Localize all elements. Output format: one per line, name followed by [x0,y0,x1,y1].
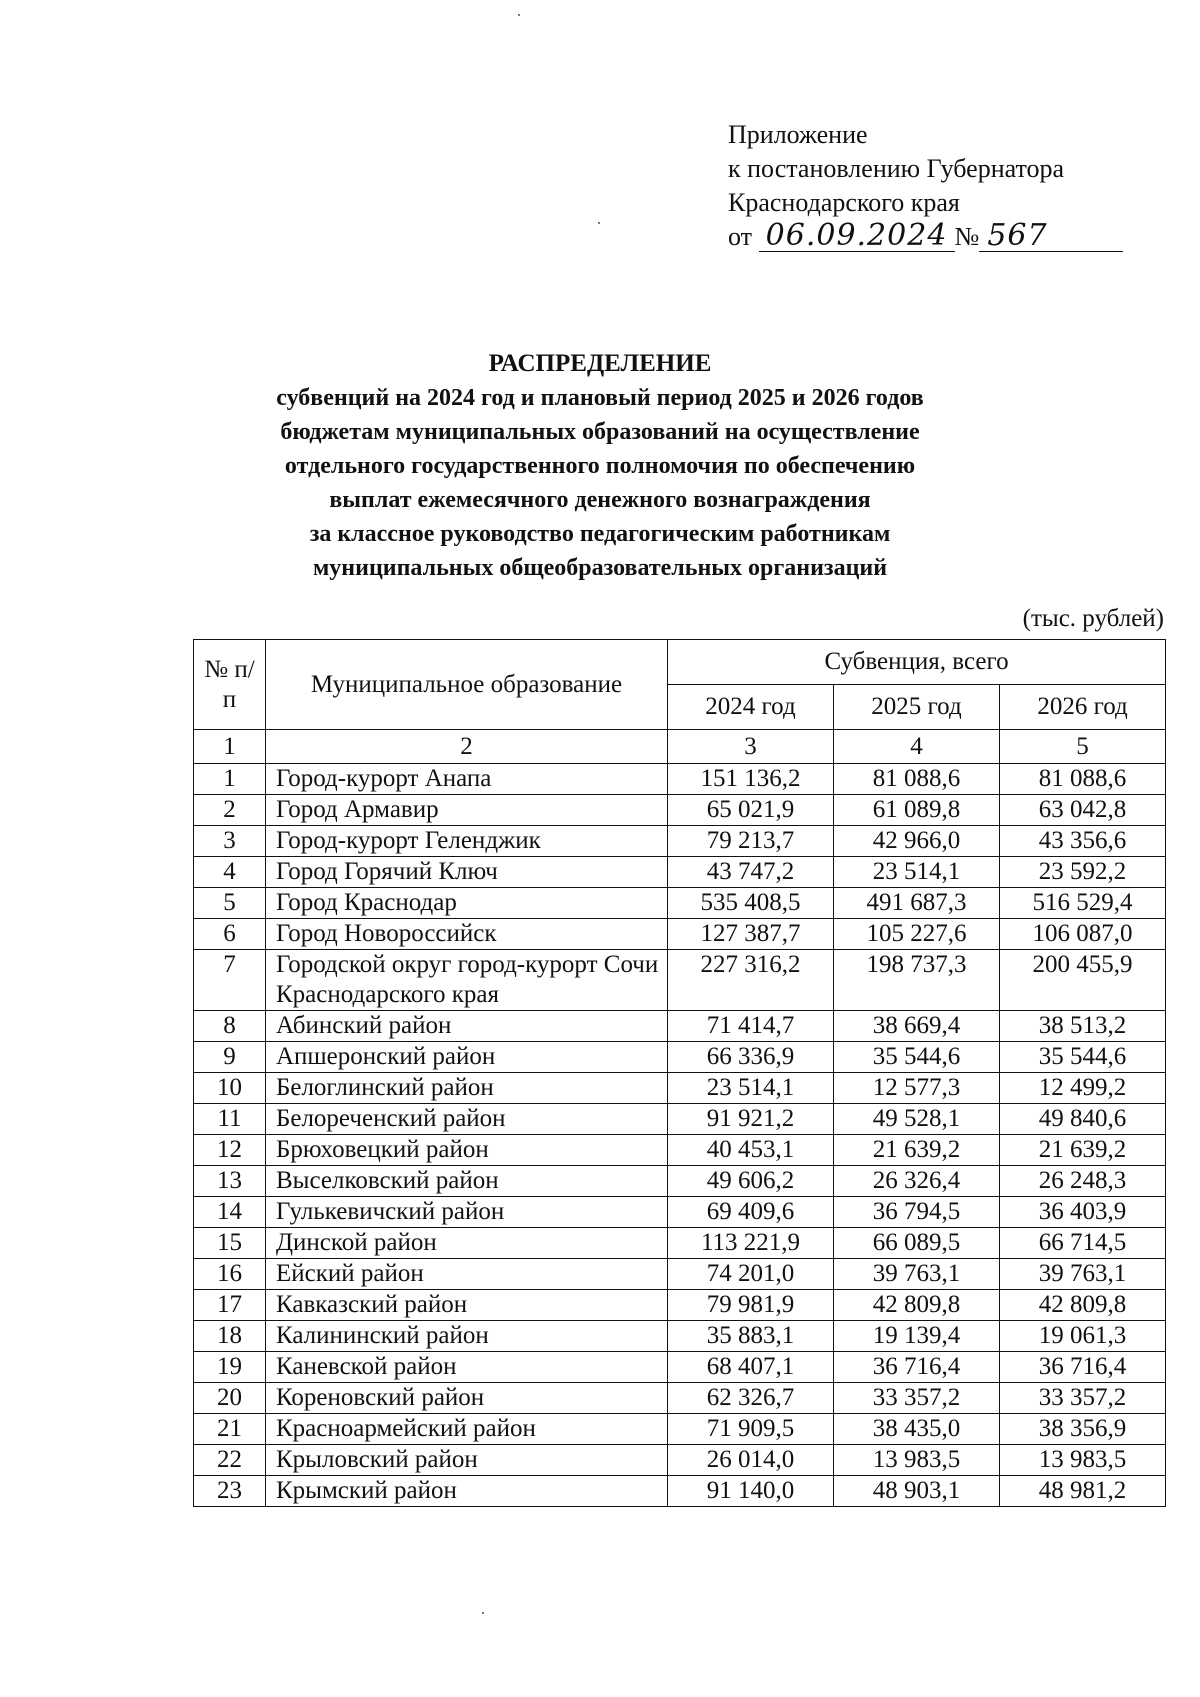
value-2025: 49 528,1 [834,1104,1000,1135]
row-number: 9 [194,1042,266,1073]
value-2026: 106 087,0 [1000,919,1166,950]
value-2026: 38 356,9 [1000,1414,1166,1445]
municipality-name: Крымский район [266,1476,668,1507]
municipality-name: Город-курорт Геленджик [266,826,668,857]
municipality-name: Динской район [266,1228,668,1259]
municipality-name: Ейский район [266,1259,668,1290]
municipality-name: Городской округ город-курорт Сочи Краснодарского края [266,950,668,1011]
value-2024: 49 606,2 [668,1166,834,1197]
title-line: бюджетам муниципальных образований на осуществление [280,419,920,445]
value-2025: 39 763,1 [834,1259,1000,1290]
value-2024: 74 201,0 [668,1259,834,1290]
value-2025: 42 809,8 [834,1290,1000,1321]
header-num: № п/п [194,640,266,730]
row-number: 23 [194,1476,266,1507]
row-number: 16 [194,1259,266,1290]
table-row [194,1197,1166,1228]
value-2026: 19 061,3 [1000,1321,1166,1352]
table-row [194,826,1166,857]
municipality-name: Город Горячий Ключ [266,857,668,888]
value-2025: 81 088,6 [834,764,1000,795]
value-2025: 12 577,3 [834,1073,1000,1104]
column-index: 3 [668,730,834,764]
row-number: 11 [194,1104,266,1135]
row-number: 3 [194,826,266,857]
unit-label: (тыс. рублей) [1022,605,1164,632]
value-2024: 40 453,1 [668,1135,834,1166]
value-2024: 66 336,9 [668,1042,834,1073]
value-2026: 23 592,2 [1000,857,1166,888]
table-row [194,764,1166,795]
value-2026: 36 716,4 [1000,1352,1166,1383]
municipality-name: Город Новороссийск [266,919,668,950]
table-row [194,1445,1166,1476]
row-number: 15 [194,1228,266,1259]
municipality-name: Белореченский район [266,1104,668,1135]
table-row [194,1228,1166,1259]
value-2026: 516 529,4 [1000,888,1166,919]
value-2026: 63 042,8 [1000,795,1166,826]
value-2026: 36 403,9 [1000,1197,1166,1228]
table-row [194,1290,1166,1321]
row-number: 8 [194,1011,266,1042]
value-2024: 91 921,2 [668,1104,834,1135]
value-2024: 71 909,5 [668,1414,834,1445]
value-2026: 48 981,2 [1000,1476,1166,1507]
row-number: 10 [194,1073,266,1104]
row-number: 6 [194,919,266,950]
value-2024: 127 387,7 [668,919,834,950]
appendix-line-2: к постановлению Губернатора [728,154,1065,183]
value-2024: 23 514,1 [668,1073,834,1104]
row-number: 1 [194,764,266,795]
table-row [194,1414,1166,1445]
municipality-name: Гулькевичский район [266,1197,668,1228]
value-2025: 36 794,5 [834,1197,1000,1228]
row-number: 7 [194,950,266,1011]
table-row [194,857,1166,888]
value-2024: 71 414,7 [668,1011,834,1042]
value-2025: 491 687,3 [834,888,1000,919]
handwritten-date: 06.09.2024 [759,221,955,252]
value-2025: 36 716,4 [834,1352,1000,1383]
table-row [194,1259,1166,1290]
table-row [194,1104,1166,1135]
value-2026: 21 639,2 [1000,1135,1166,1166]
table-row [194,950,1166,1011]
municipality-name: Белоглинский район [266,1073,668,1104]
table-row [194,1352,1166,1383]
municipality-name: Кореновский район [266,1383,668,1414]
scan-speck [598,222,600,224]
table-row [194,795,1166,826]
municipality-name: Город Армавир [266,795,668,826]
value-2024: 79 213,7 [668,826,834,857]
header-year: 2025 год [834,685,1000,730]
table-row [194,1042,1166,1073]
value-2024: 62 326,7 [668,1383,834,1414]
value-2024: 43 747,2 [668,857,834,888]
appendix-block [728,118,1123,254]
value-2024: 113 221,9 [668,1228,834,1259]
value-2025: 26 326,4 [834,1166,1000,1197]
column-index: 5 [1000,730,1166,764]
value-2026: 42 809,8 [1000,1290,1166,1321]
value-2024: 535 408,5 [668,888,834,919]
value-2026: 39 763,1 [1000,1259,1166,1290]
row-number: 2 [194,795,266,826]
header-year: 2024 год [668,685,834,730]
title-line: отдельного государственного полномочия по обеспечению [284,453,916,479]
municipality-name: Апшеронский район [266,1042,668,1073]
value-2026: 38 513,2 [1000,1011,1166,1042]
municipality-name: Город Краснодар [266,888,668,919]
table-row [194,1135,1166,1166]
value-2024: 69 409,6 [668,1197,834,1228]
value-2025: 61 089,8 [834,795,1000,826]
municipality-name: Брюховецкий район [266,1135,668,1166]
title-heading: РАСПРЕДЕЛЕНИЕ [488,350,712,377]
value-2025: 105 227,6 [834,919,1000,950]
appendix-line-3: Краснодарского края [728,188,960,217]
value-2026: 66 714,5 [1000,1228,1166,1259]
row-number: 5 [194,888,266,919]
scan-speck [482,1612,484,1614]
table-row [194,1321,1166,1352]
value-2026: 49 840,6 [1000,1104,1166,1135]
row-number: 12 [194,1135,266,1166]
municipality-name: Калининский район [266,1321,668,1352]
value-2026: 43 356,6 [1000,826,1166,857]
column-index: 1 [194,730,266,764]
table-row [194,1073,1166,1104]
value-2026: 26 248,3 [1000,1166,1166,1197]
number-prefix: № [954,222,980,251]
value-2026: 33 357,2 [1000,1383,1166,1414]
table-row [194,1383,1166,1414]
row-number: 20 [194,1383,266,1414]
value-2024: 65 021,9 [668,795,834,826]
table-row [194,1476,1166,1507]
value-2025: 198 737,3 [834,950,1000,1011]
value-2025: 19 139,4 [834,1321,1000,1352]
value-2024: 26 014,0 [668,1445,834,1476]
value-2025: 38 435,0 [834,1414,1000,1445]
row-number: 19 [194,1352,266,1383]
table-row [194,888,1166,919]
document-title [0,347,1200,585]
row-number: 18 [194,1321,266,1352]
municipality-name: Каневской район [266,1352,668,1383]
value-2025: 13 983,5 [834,1445,1000,1476]
appendix-date-line [728,220,1123,254]
value-2026: 12 499,2 [1000,1073,1166,1104]
value-2025: 42 966,0 [834,826,1000,857]
value-2026: 13 983,5 [1000,1445,1166,1476]
header-year: 2026 год [1000,685,1166,730]
title-line: субвенций на 2024 год и плановый период 2025 и 2026 годов [276,385,924,411]
value-2024: 91 140,0 [668,1476,834,1507]
table-row [194,919,1166,950]
subvention-table [193,639,1166,1507]
scan-speck [518,14,520,16]
value-2025: 23 514,1 [834,857,1000,888]
municipality-name: Крыловский район [266,1445,668,1476]
municipality-name: Красноармейский район [266,1414,668,1445]
value-2024: 227 316,2 [668,950,834,1011]
value-2025: 48 903,1 [834,1476,1000,1507]
title-line: за классное руководство педагогическим работникам [309,521,891,547]
row-number: 21 [194,1414,266,1445]
header-municipality: Муниципальное образование [266,640,668,730]
header-subvention: Субвенция, всего [668,640,1166,685]
column-index: 2 [266,730,668,764]
value-2026: 81 088,6 [1000,764,1166,795]
value-2025: 33 357,2 [834,1383,1000,1414]
municipality-name: Кавказский район [266,1290,668,1321]
title-line: выплат ежемесячного денежного вознаграждения [329,487,871,513]
title-line: муниципальных общеобразовательных организаций [312,555,888,581]
handwritten-number: 567 [979,221,1123,252]
appendix-line-1: Приложение [728,120,868,149]
municipality-name: Город-курорт Анапа [266,764,668,795]
value-2024: 151 136,2 [668,764,834,795]
value-2024: 35 883,1 [668,1321,834,1352]
row-number: 17 [194,1290,266,1321]
date-prefix: от [728,222,753,251]
table-row [194,1011,1166,1042]
table-body [194,764,1166,1507]
value-2025: 38 669,4 [834,1011,1000,1042]
row-number: 4 [194,857,266,888]
row-number: 14 [194,1197,266,1228]
value-2025: 35 544,6 [834,1042,1000,1073]
column-index: 4 [834,730,1000,764]
municipality-name: Абинский район [266,1011,668,1042]
value-2026: 35 544,6 [1000,1042,1166,1073]
table-row [194,1166,1166,1197]
value-2024: 79 981,9 [668,1290,834,1321]
row-number: 22 [194,1445,266,1476]
value-2024: 68 407,1 [668,1352,834,1383]
row-number: 13 [194,1166,266,1197]
value-2025: 66 089,5 [834,1228,1000,1259]
value-2026: 200 455,9 [1000,950,1166,1011]
value-2025: 21 639,2 [834,1135,1000,1166]
municipality-name: Выселковский район [266,1166,668,1197]
